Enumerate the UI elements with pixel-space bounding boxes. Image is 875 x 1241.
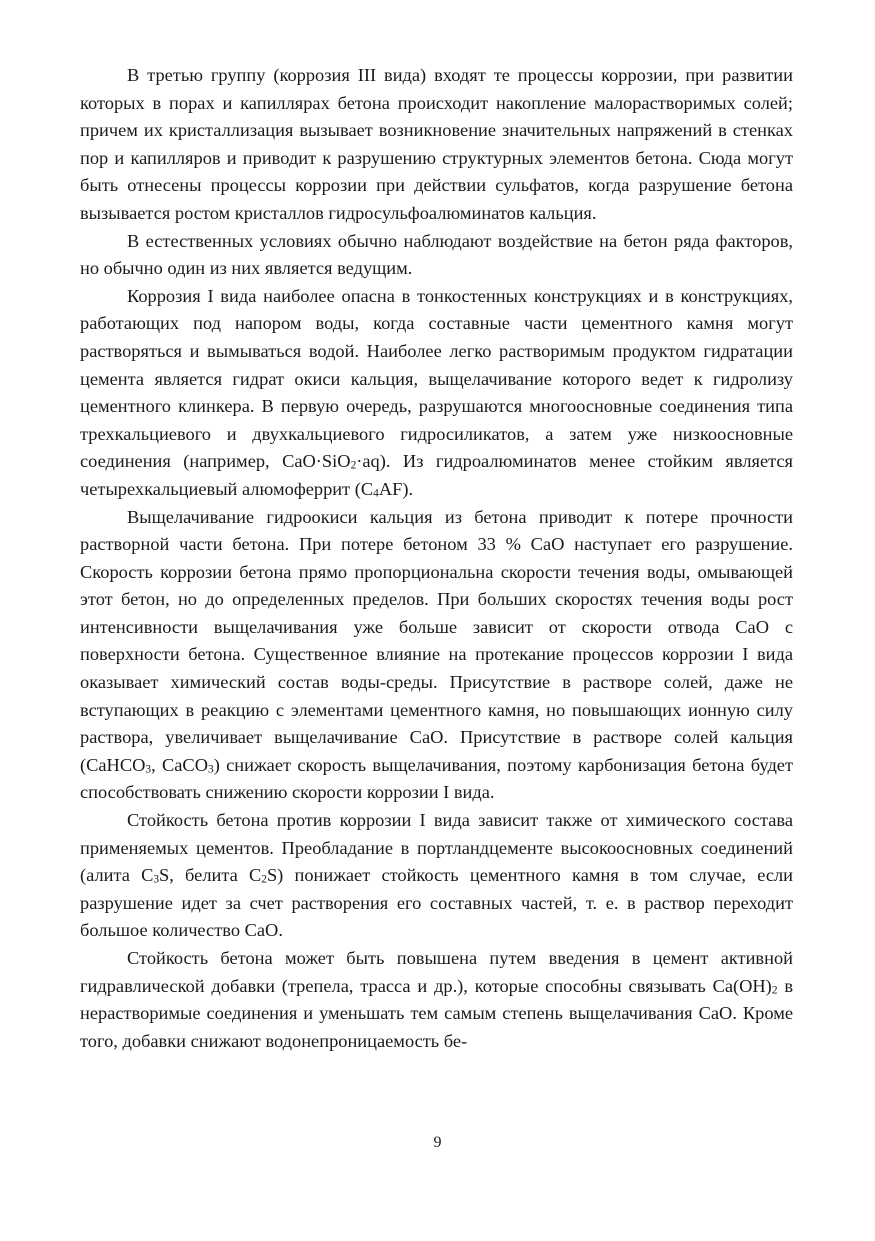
subscript: 2	[261, 873, 267, 886]
paragraph-corrosion-type-1	[80, 283, 793, 504]
paragraph-text: в нерастворимые соединения и уменьшать тем самым степень выщелачивания CaO. Кроме того, добавки снижают водонепроницаемость бе-	[80, 975, 793, 1051]
paragraph-text: S, белита C	[159, 865, 262, 886]
page-number: 9	[433, 1134, 442, 1151]
paragraph-text: Коррозия I вида наиболее опасна в тонкостенных конструкциях и в конструкциях, работающих под напором воды, когда составные части цементного камня могут растворяться и вымываться водой. Наиболее легко растворимым продуктом гидратации цемента является гидрат окиси кальция, выщелачивание которого ведет к гидролизу цементного клинкера. В первую очередь, разрушаются многоосновные соединения типа трехкальциевого и двухкальциевого гидросиликатов, а затем уже низкоосновные соединения (например, CaO·SiO	[80, 285, 793, 472]
document-body	[80, 62, 793, 1055]
subscript: 3	[153, 873, 160, 886]
paragraph-text: Выщелачивание гидроокиси кальция из бетона приводит к потере прочности растворной части бетона. При потере бетоном 33 % CaO наступает его разрушение. Скорость коррозии бетона прямо пропорциональна скорости течения воды, омывающей этот бетон, но до определенных пределов. При больших скоростях течения воды рост интенсивности выщелачивания уже больше зависит от скорости отвода CaO с поверхности бетона. Существенное влияние на протекание процессов коррозии I вида оказывает химический состав воды-среды. Присутствие в растворе солей, даже не вступающих в реакцию с элементами цементного камня, но повышающих ионную силу раствора, увеличивает выщелачивание CaO. Присутствие в растворе солей кальция (CaHCO	[80, 506, 793, 775]
subscript: 4	[373, 487, 379, 500]
paragraph-natural-conditions	[80, 228, 793, 283]
subscript: 3	[207, 763, 214, 776]
paragraph-text: В третью группу (коррозия III вида) входят те процессы коррозии, при развитии которых в порах и капиллярах бетона происходит накопление малорастворимых солей; причем их кристаллизация вызывает возникновение значительных напряжений в стенках пор и капилляров и приводит к разрушению структурных элементов бетона. Сюда могут быть отнесены процессы коррозии при действии сульфатов, когда разрушение бетона вызывается ростом кристаллов гидросульфоалюминатов кальция.	[80, 65, 793, 223]
paragraph-leaching	[80, 504, 793, 808]
paragraph-additives	[80, 945, 793, 1055]
paragraph-cement-composition	[80, 807, 793, 945]
paragraph-text: AF).	[378, 478, 414, 499]
subscript: 2	[350, 460, 357, 473]
paragraph-text: ) снижает скорость выщелачивания, поэтому карбонизация бетона будет способствовать снижению скорости коррозии I вида.	[80, 754, 793, 803]
paragraph-text: , CaCO	[151, 754, 208, 775]
subscript: 2	[771, 984, 778, 997]
paragraph-corrosion-type-3	[80, 62, 793, 228]
paragraph-text: ·aq). Из гидроалюминатов менее стойким является четырехкальциевый алюмоферрит (C	[80, 451, 794, 499]
paragraph-text: Стойкость бетона может быть повышена путем введения в цемент активной гидравлической добавки (трепела, трасса и др.), которые способны связывать Ca(OH)	[80, 948, 793, 996]
paragraph-text: S) понижает стойкость цементного камня в том случае, если разрушение идет за счет растворения его составных частей, т. е. в раствор переходит большое количество CaO.	[80, 865, 793, 941]
paragraph-text: В естественных условиях обычно наблюдают воздействие на бетон ряда факторов, но обычно один из них является ведущим.	[80, 230, 793, 279]
subscript: 3	[145, 763, 152, 776]
paragraph-text: Стойкость бетона против коррозии I вида зависит также от химического состава применяемых цементов. Преобладание в портландцементе высокоосновных соединений (алита C	[80, 810, 793, 886]
